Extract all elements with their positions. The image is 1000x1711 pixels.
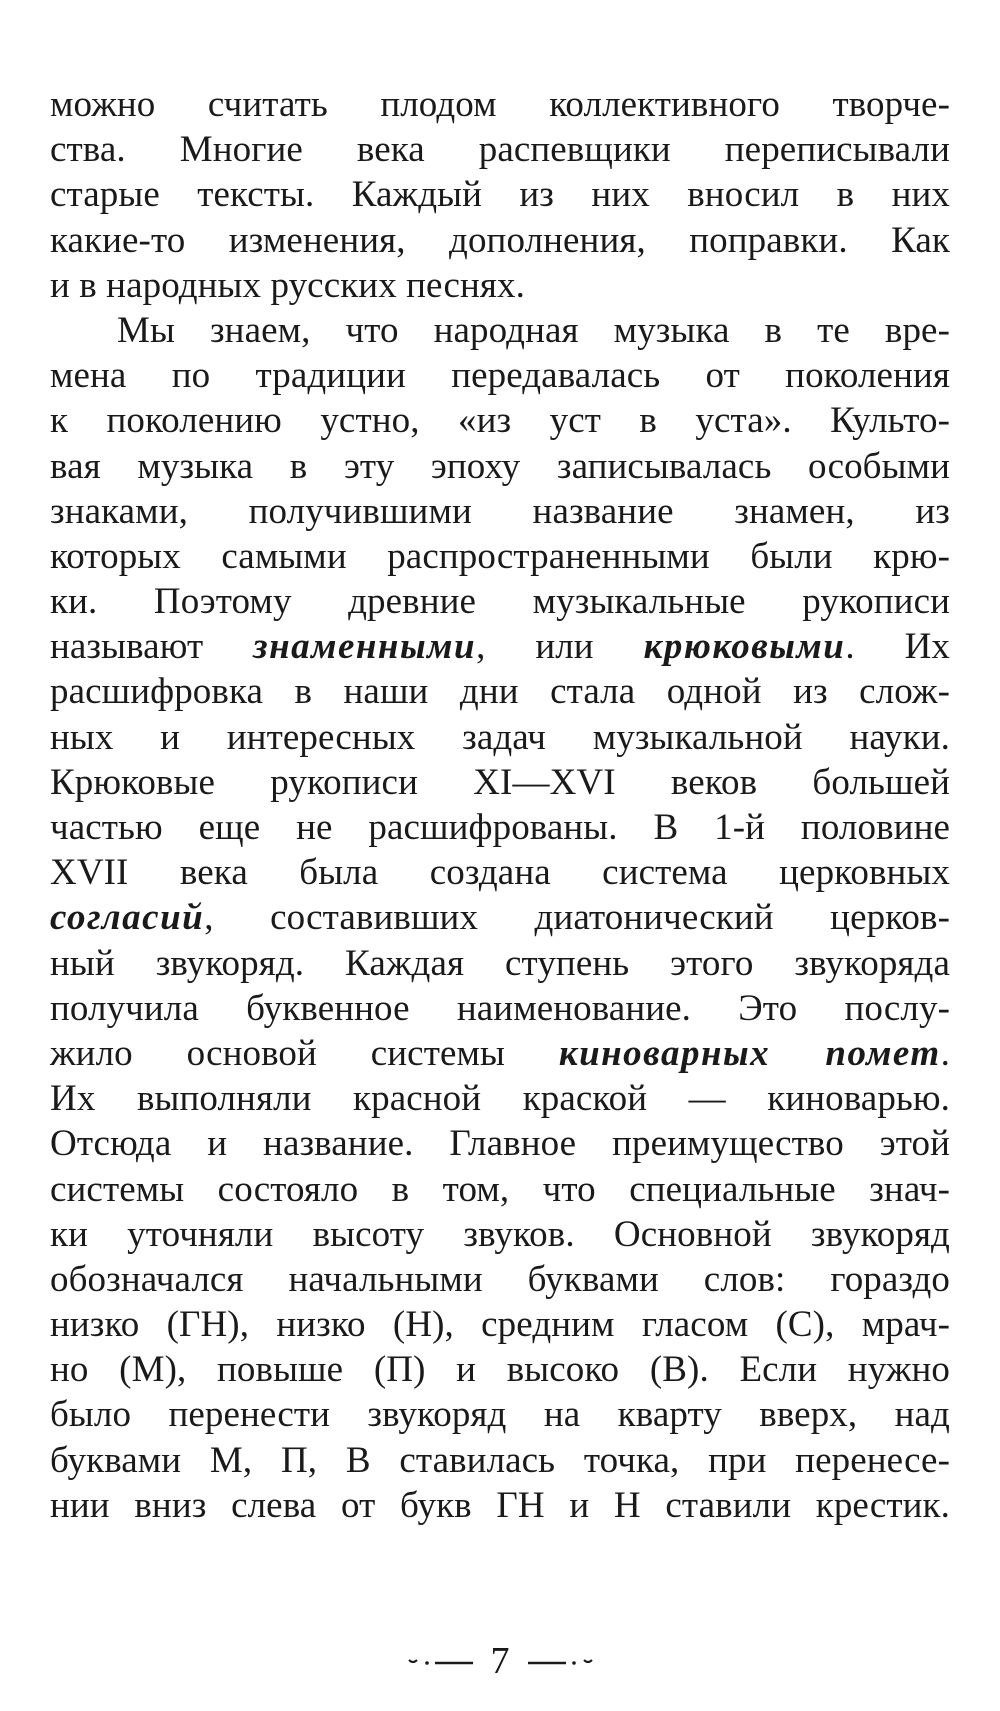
text-run: системы состояло в том, что специальные знач- [50, 1168, 950, 1210]
text-run: ных и интересных задач музыкальной науки. [50, 716, 950, 758]
text-run: старые тексты. Каждый из них вносил в них [50, 174, 950, 216]
emphasized-term: киноварных помет [558, 1032, 941, 1074]
text-line [50, 715, 950, 760]
document-body [50, 82, 950, 1528]
text-line [50, 218, 950, 263]
text-line [50, 895, 950, 940]
left-ornament-icon [407, 1654, 477, 1668]
text-run: нии вниз слева от букв ГН и Н ставили крестик. [50, 1484, 950, 1526]
text-line [50, 82, 950, 127]
text-line [50, 1212, 950, 1257]
text-run: ки. Поэтому древние музыкальные рукописи [50, 581, 950, 623]
text-run: Отсюда и название. Главное преимущество этой [50, 1123, 950, 1165]
text-run: ства. Многие века распевщики переписывали [50, 129, 950, 171]
text-line [50, 1167, 950, 1212]
text-line [50, 1438, 950, 1483]
text-line [50, 624, 950, 669]
text-run: Мы знаем, что народная музыка в те вре- [117, 309, 950, 351]
text-line [50, 941, 950, 986]
text-run: называют [50, 626, 254, 668]
right-ornament-icon [524, 1654, 594, 1668]
emphasized-term: знаменными [253, 626, 477, 668]
text-line [50, 127, 950, 172]
text-run: знаками, получившими название знамен, из [50, 490, 950, 532]
text-line [50, 398, 950, 443]
text-line [50, 308, 950, 353]
text-run: ный звукоряд. Каждая ступень этого звукоряда [50, 942, 950, 984]
text-run: которых самыми распространенными были крю- [50, 535, 950, 577]
text-line [50, 1076, 950, 1121]
text-line [50, 669, 950, 714]
text-run: получила буквенное наименование. Это послу- [50, 987, 950, 1029]
page-number: 7 [490, 1640, 510, 1682]
text-run: жило основой системы [50, 1032, 559, 1074]
text-run: было перенести звукоряд на кварту вверх, над [50, 1394, 950, 1436]
text-line [50, 172, 950, 217]
page-footer [0, 1636, 1000, 1686]
text-line [50, 534, 950, 579]
text-run: мена по традиции передавалась от поколения [50, 355, 950, 397]
text-line [50, 850, 950, 895]
text-run: низко (ГН), низко (Н), средним гласом (С), мрач- [50, 1304, 950, 1346]
text-line [50, 1302, 950, 1347]
text-run: и в народных русских песнях. [50, 264, 525, 306]
text-line [50, 579, 950, 624]
text-run: к поколению устно, «из уст в уста». Культо- [50, 400, 950, 442]
text-line [50, 986, 950, 1031]
text-run: , или [476, 626, 644, 668]
text-run: , составивших диатонический церков- [204, 897, 950, 939]
text-line [50, 1031, 950, 1076]
text-line [50, 353, 950, 398]
text-run: вая музыка в эту эпоху записывалась особыми [50, 445, 950, 487]
text-run: буквами М, П, В ставилась точка, при перенесе- [50, 1439, 950, 1481]
text-line [50, 1347, 950, 1392]
text-line [50, 1392, 950, 1437]
text-run: обозначался начальными буквами слов: гораздо [50, 1258, 950, 1300]
text-line [50, 805, 950, 850]
text-run: Крюковые рукописи XI—XVI веков большей [50, 761, 950, 803]
emphasized-term: крюковыми [643, 626, 846, 668]
text-run: расшифровка в наши дни стала одной из слож- [50, 671, 950, 713]
text-run: какие-то изменения, дополнения, поправки. Как [50, 219, 950, 261]
text-line [50, 760, 950, 805]
emphasized-term: согласий [50, 897, 205, 939]
text-line [50, 1483, 950, 1528]
text-line [50, 1257, 950, 1302]
text-run: Их выполняли красной краской — киноварью. [50, 1078, 950, 1120]
text-run: но (М), повыше (П) и высоко (В). Если нужно [50, 1349, 950, 1391]
text-line [50, 444, 950, 489]
text-run: XVII века была создана система церковных [50, 852, 950, 894]
text-line [50, 489, 950, 534]
text-run: ки уточняли высоту звуков. Основной звукоряд [50, 1213, 950, 1255]
text-run: можно считать плодом коллективного творче- [50, 84, 950, 125]
text-run: частью еще не расшифрованы. В 1-й половине [50, 807, 950, 848]
text-line [50, 263, 950, 308]
text-run: . Их [845, 626, 951, 668]
text-line [50, 1121, 950, 1166]
text-run: . [940, 1032, 950, 1074]
